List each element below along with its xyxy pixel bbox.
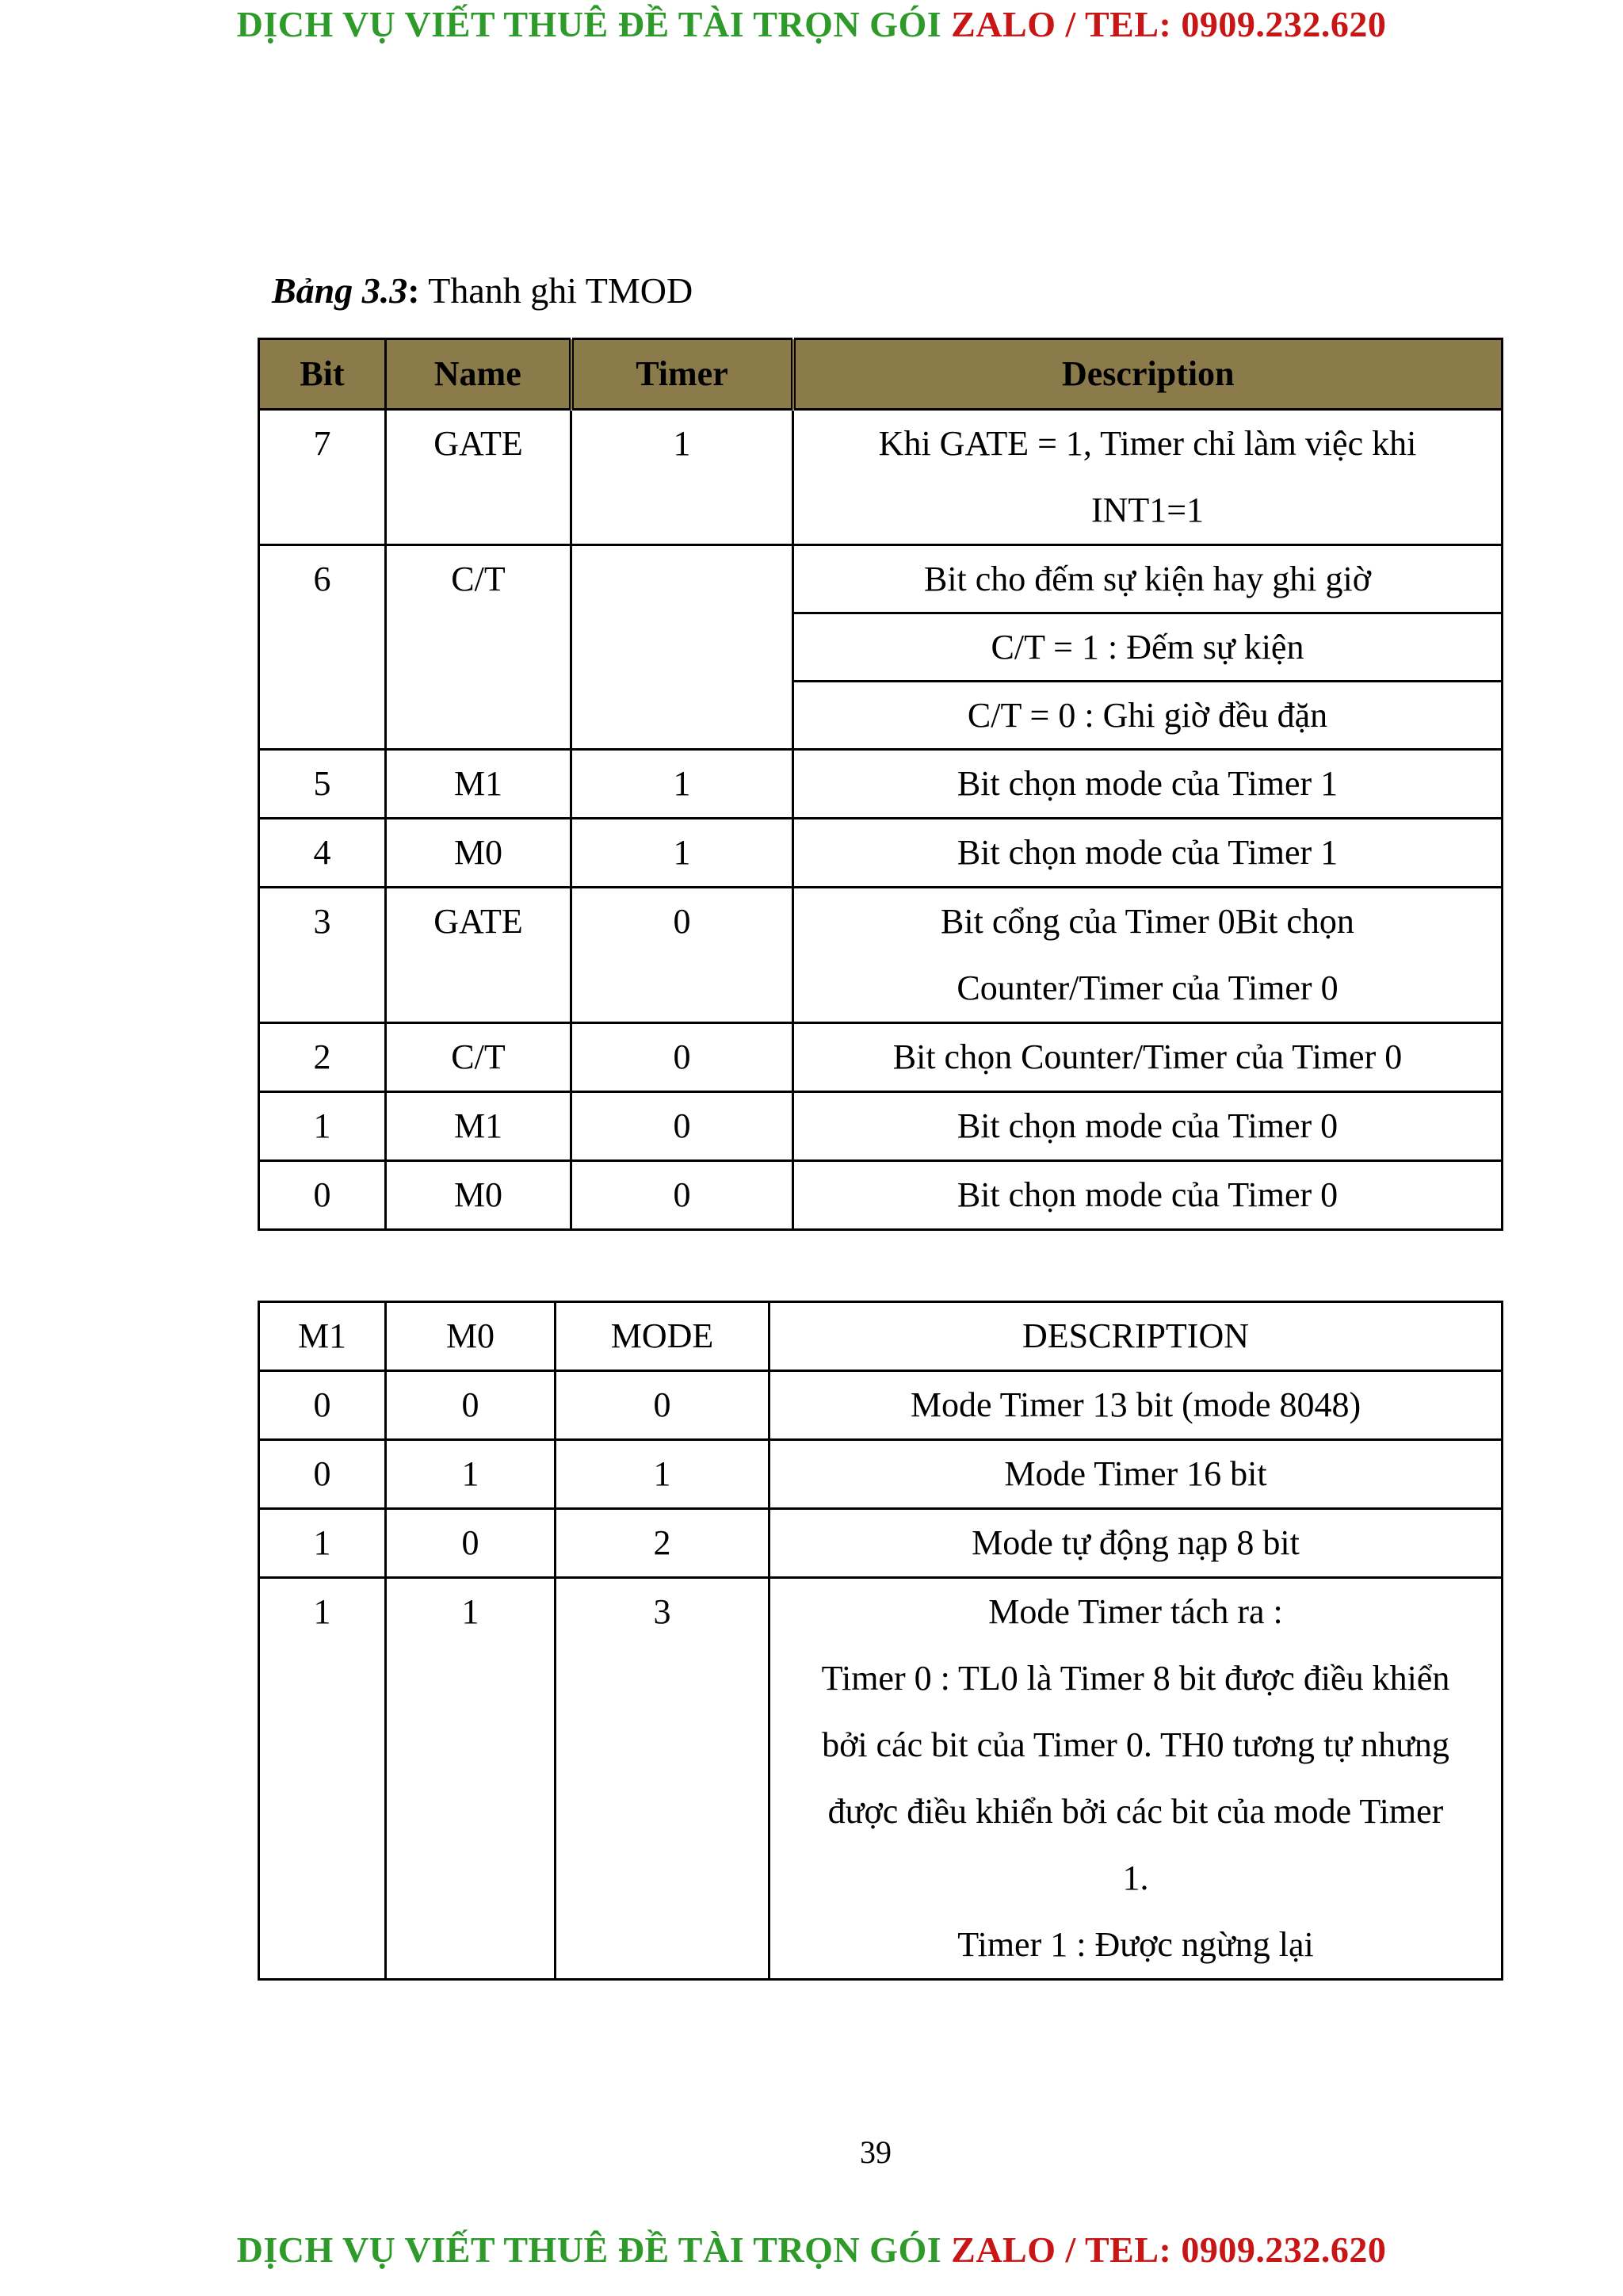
cell-description <box>793 545 1503 750</box>
cell-bit: 7 <box>259 410 386 545</box>
cell-timer <box>571 545 793 750</box>
cell-mode: 3 <box>556 1578 769 1980</box>
cell-timer: 0 <box>571 1023 793 1092</box>
cell-timer: 1 <box>571 410 793 545</box>
cell-description: Bit chọn Counter/Timer của Timer 0 <box>793 1023 1503 1092</box>
cell-bit: 4 <box>259 819 386 888</box>
caption-title: Thanh ghi TMOD <box>419 270 693 311</box>
cell-description <box>793 410 1503 545</box>
cell-description: Mode Timer 13 bit (mode 8048) <box>769 1371 1503 1440</box>
table-row <box>259 819 1503 888</box>
cell-bit: 2 <box>259 1023 386 1092</box>
banner-service-text: DỊCH VỤ VIẾT THUÊ ĐỀ TÀI TRỌN GÓI <box>236 2229 952 2270</box>
header-mode: MODE <box>556 1302 769 1371</box>
cell-description: Mode tự động nạp 8 bit <box>769 1509 1503 1578</box>
cell-m1: 1 <box>259 1578 386 1980</box>
cell-description <box>769 1578 1503 1980</box>
cell-timer: 0 <box>571 1161 793 1230</box>
table-row <box>259 888 1503 1023</box>
cell-m1: 0 <box>259 1440 386 1509</box>
cell-mode: 1 <box>556 1440 769 1509</box>
description-line: được điều khiển bởi các bit của mode Timer <box>827 1792 1444 1831</box>
cell-mode: 0 <box>556 1371 769 1440</box>
cell-bit: 5 <box>259 750 386 819</box>
cell-description: Bit chọn mode của Timer 1 <box>793 750 1503 819</box>
cell-bit: 3 <box>259 888 386 1023</box>
cell-name: M0 <box>386 1161 571 1230</box>
cell-bit: 1 <box>259 1092 386 1161</box>
description-line: 1. <box>1122 1859 1149 1897</box>
footer-banner <box>0 2229 1623 2271</box>
cell-m1: 1 <box>259 1509 386 1578</box>
cell-name: GATE <box>386 888 571 1023</box>
cell-m0: 0 <box>386 1371 556 1440</box>
table-row <box>259 1578 1503 1980</box>
cell-timer: 1 <box>571 819 793 888</box>
cell-mode: 2 <box>556 1509 769 1578</box>
table-row <box>259 750 1503 819</box>
cell-timer: 0 <box>571 888 793 1023</box>
cell-m0: 1 <box>386 1440 556 1509</box>
description-line: C/T = 0 : Ghi giờ đều đặn <box>967 696 1328 735</box>
banner-service-text: DỊCH VỤ VIẾT THUÊ ĐỀ TÀI TRỌN GÓI <box>236 4 952 44</box>
table-row <box>259 1509 1503 1578</box>
header-m1: M1 <box>259 1302 386 1371</box>
cell-description: Bit chọn mode của Timer 0 <box>793 1092 1503 1161</box>
cell-name: M1 <box>386 750 571 819</box>
cell-m1: 0 <box>259 1371 386 1440</box>
header-description: DESCRIPTION <box>769 1302 1503 1371</box>
table-row <box>259 410 1503 545</box>
cell-description: Bit chọn mode của Timer 0 <box>793 1161 1503 1230</box>
banner-contact-text: ZALO / TEL: 0909.232.620 <box>951 2229 1387 2270</box>
caption-label: Bảng 3.3 <box>272 270 408 311</box>
description-line: Timer 0 : TL0 là Timer 8 bit được điều khiển <box>821 1659 1450 1698</box>
banner-contact-text: ZALO / TEL: 0909.232.620 <box>951 4 1387 44</box>
cell-bit: 6 <box>259 545 386 750</box>
header-name: Name <box>386 339 571 410</box>
description-line: Khi GATE = 1, Timer chỉ làm việc khi <box>878 424 1417 463</box>
cell-name: C/T <box>386 1023 571 1092</box>
description-line: Timer 1 : Được ngừng lại <box>957 1925 1314 1964</box>
tmod-register-table <box>258 338 1503 1231</box>
cell-name: GATE <box>386 410 571 545</box>
header-m0: M0 <box>386 1302 556 1371</box>
cell-name: M0 <box>386 819 571 888</box>
table-row <box>259 1440 1503 1509</box>
description-line: C/T = 1 : Đếm sự kiện <box>794 614 1501 682</box>
cell-name: C/T <box>386 545 571 750</box>
cell-description: Mode Timer 16 bit <box>769 1440 1503 1509</box>
header-banner <box>0 3 1623 45</box>
header-bit: Bit <box>259 339 386 410</box>
description-line: Counter/Timer của Timer 0 <box>957 968 1338 1007</box>
cell-timer: 1 <box>571 750 793 819</box>
cell-m0: 0 <box>386 1509 556 1578</box>
cell-name: M1 <box>386 1092 571 1161</box>
page-number: 39 <box>860 2134 892 2170</box>
table-header-row <box>259 339 1503 410</box>
timer-mode-table <box>258 1301 1503 1981</box>
description-line: bởi các bit của Timer 0. TH0 tương tự nhưng <box>822 1725 1449 1764</box>
caption-colon: : <box>407 270 420 311</box>
header-timer: Timer <box>571 339 793 410</box>
description-line: Mode Timer tách ra : <box>988 1592 1283 1631</box>
table-row <box>259 1371 1503 1440</box>
cell-description <box>793 888 1503 1023</box>
cell-m0: 1 <box>386 1578 556 1980</box>
table-row <box>259 1161 1503 1230</box>
header-description: Description <box>793 339 1503 410</box>
cell-timer: 0 <box>571 1092 793 1161</box>
table-header-row <box>259 1302 1503 1371</box>
description-line: INT1=1 <box>1090 491 1205 529</box>
description-line: Bit cho đếm sự kiện hay ghi giờ <box>794 546 1501 614</box>
table-row <box>259 545 1503 750</box>
cell-description: Bit chọn mode của Timer 1 <box>793 819 1503 888</box>
table-row <box>259 1092 1503 1161</box>
cell-bit: 0 <box>259 1161 386 1230</box>
table-caption <box>272 269 693 311</box>
description-line: Bit cổng của Timer 0Bit chọn <box>941 902 1354 941</box>
table-row <box>259 1023 1503 1092</box>
